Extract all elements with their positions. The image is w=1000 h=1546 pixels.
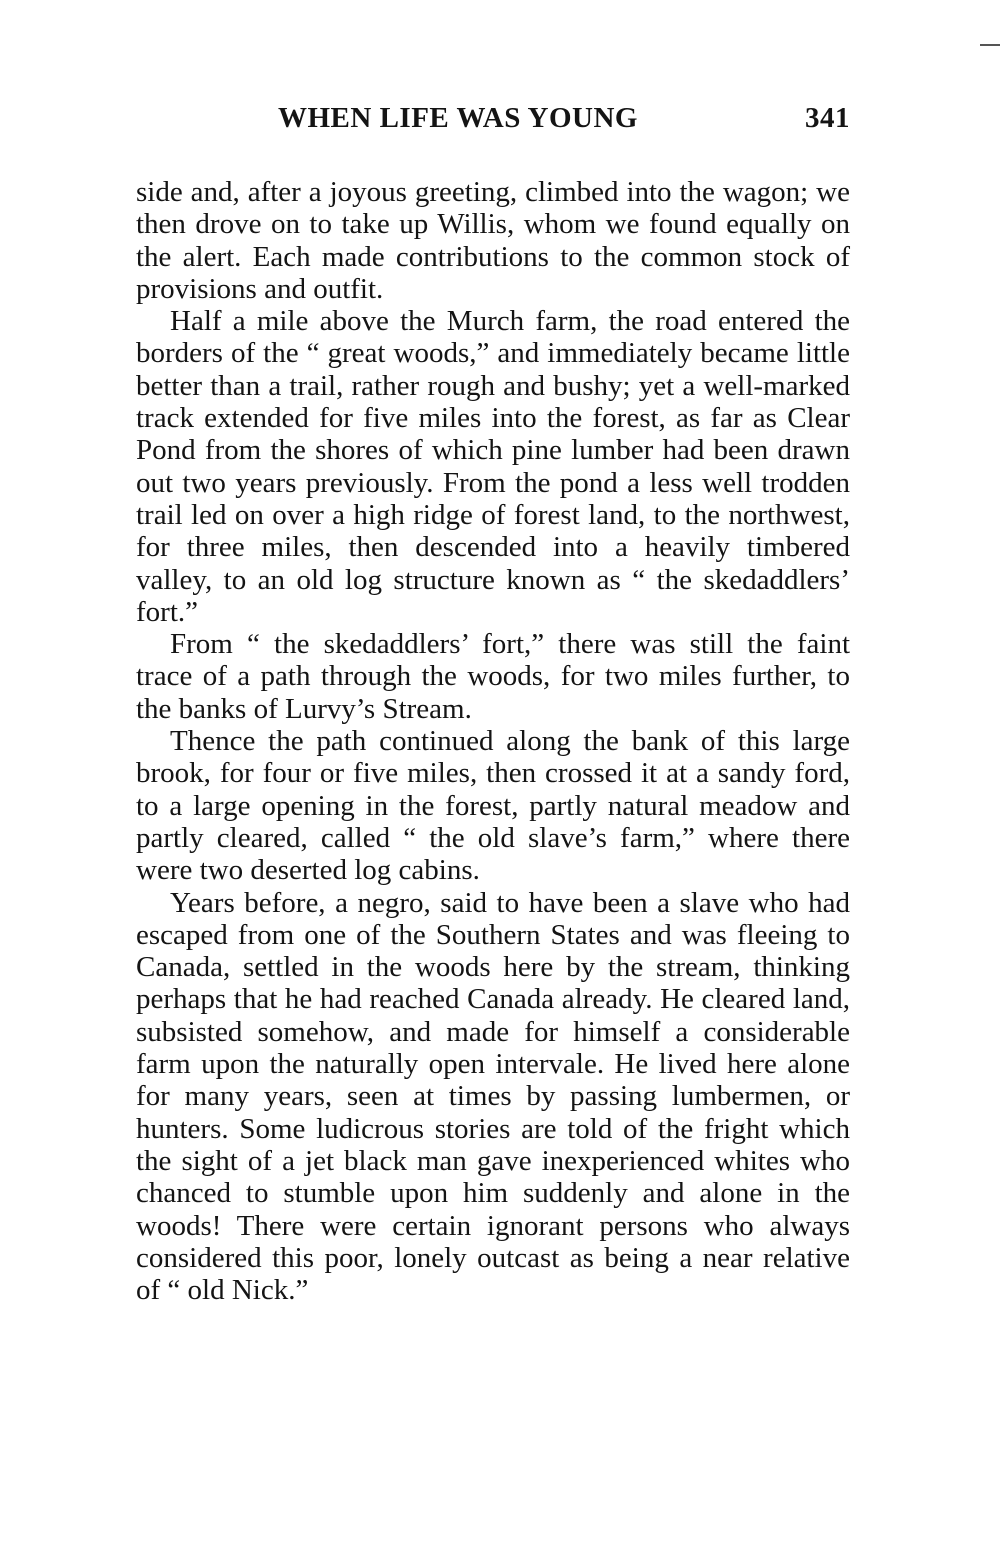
paragraph: From “ the skedaddlers’ fort,” there was still the faint trace of a path through the woods, for two miles further, to the banks of Lurvy’s Stream. xyxy=(136,628,850,725)
paragraph-continued: side and, after a joyous greeting, climbed into the wagon; we then drove on to take up Willis, whom we found equally on the alert. Each made contributions to the common stock of provisions and outfit. xyxy=(136,176,850,305)
body-text xyxy=(136,176,850,1306)
running-head-title: WHEN LIFE WAS YOUNG xyxy=(278,102,638,134)
running-head xyxy=(136,102,850,142)
paragraph: Years before, a negro, said to have been a slave who had escaped from one of the Southern States and was fleeing to Canada, settled in the woods here by the stream, thinking perhaps that he had reached Canada already. He cleared land, subsisted somehow, and made for himself a considerable farm upon the naturally open intervale. He lived here alone for many years, seen at times by passing lumbermen, or hunters. Some ludicrous stories are told of the fright which the sight of a jet black man gave inexperienced whites who chanced to stumble upon him suddenly and alone in the woods! There were certain ignorant persons who always considered this poor, lonely outcast as being a near relative of “ old Nick.” xyxy=(136,886,850,1307)
page-number: 341 xyxy=(805,102,850,134)
paragraph: Half a mile above the Murch farm, the road entered the borders of the “ great woods,” and immediately became little better than a trail, rather rough and bushy; yet a well-marked track extended for five miles into the forest, as far as Clear Pond from the shores of which pine lumber had been drawn out two years previously. From the pond a less well trodden trail led on over a high ridge of forest land, to the northwest, for three miles, then descended into a heavily timbered valley, to an old log structure known as “ the skedaddlers’ fort.” xyxy=(136,305,850,628)
paragraph: Thence the path continued along the bank of this large brook, for four or five miles, then crossed it at a sandy ford, to a large opening in the forest, partly natural meadow and partly cleared, called “ the old slave’s farm,” where there were two deserted log cabins. xyxy=(136,725,850,887)
scan-edge-mark xyxy=(980,44,1000,46)
